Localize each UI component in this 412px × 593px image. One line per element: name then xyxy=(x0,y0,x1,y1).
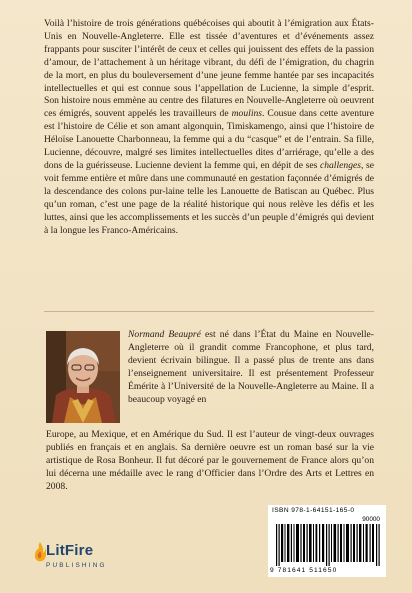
author-photo xyxy=(46,331,120,423)
publisher-name: LitFire xyxy=(46,542,94,559)
price-code: 90000 xyxy=(362,516,380,523)
synopsis-part-2: . Cousue dans cette aventure est l’histoire de Célie et son amant algonquin, Timiskamengo, ainsi que l’histoire de Héloïse Lanouette Charbonneau, la femme qui a du “casque” et de l’entrain. Sa fille, Lucienne, découvre, malgré ses limites intellectuelles dites d’arriérage, qu’elle a des dons de la guérisseuse. Lucienne devient la femme qui, en dépit de ses xyxy=(44,108,374,171)
author-bio-top-text: est né dans l’État du Maine en Nouvelle-Angleterre où il grandit comme Francophone, et plus tard, devient écrivain bilingue. Il a passé plus de trente ans dans l’enseignement universitaire. Il est présentement Professeur Émérite à l’Université de la Nouvelle-Angleterre au Maine. Il a beaucoup voyagé en xyxy=(128,329,374,405)
synopsis-text xyxy=(44,18,374,237)
author-bio-rest: Europe, au Mexique, et en Amérique du Sud. Il est l’auteur de vingt-deux ouvrages publiés en français et en anglais. Sa dernière oeuvre est un roman basé sur la vie artistique de Rosa Bonheur. Il fut décoré par le gouvernement de France alors qu’on lui décerna une médaille avec le rang d’Officier dans l’Ordre des Arts et Lettres en 2008. xyxy=(46,429,374,492)
publisher-logo xyxy=(34,540,107,580)
barcode-digits: 9 781641 511650 xyxy=(270,567,338,574)
publisher-subtitle: PUBLISHING xyxy=(46,562,107,569)
synopsis-italic-challenges: challenges xyxy=(319,159,361,171)
isbn-barcode xyxy=(268,505,386,577)
author-name: Normand Beaupré xyxy=(128,329,201,340)
synopsis-part-1: Voilà l’histoire de trois générations québécoises qui aboutit à l’émigration aux États-Unis en Nouvelle-Angleterre. Elle est tissée d’aventures et d’événements assez frappants pour susciter l’intérêt de ceux et celles qui jouissent des effets de la passion d’amour, de l’attachement à un héritage vibrant, du défi de l’émigration, du chagrin de la mort, en plus du bouleversement d’une jeune femme hantée par ses incapacités intellectuelles et qui est connue sous l’appellation de Lucienne, la simple d’esprit. Son histoire nous emmène au centre des filatures en Nouvelle-Angleterre où oeuvrent ces émigrés, souvent appelés les travailleurs de xyxy=(44,18,374,120)
synopsis-part-3: , se voit femme entière et mûre dans une communauté en gestation façonnée d’émigrés de la descendance des colons pur-laine telle les Lanouette de Batiscan au Québec. Plus qu’un roman, c’est une page de la réalité historique qui nous relève les défis et les luttes, ainsi que les accomplissements et les succès d’un peuple d’émigrés qui devient à la longue les Franco-Américains. xyxy=(44,159,374,236)
author-portrait-image xyxy=(46,331,120,423)
isbn-label: ISBN 978-1-64151-165-0 xyxy=(272,507,355,514)
synopsis-italic-moulins: moulins xyxy=(231,108,263,120)
barcode-bars xyxy=(274,524,382,566)
section-divider xyxy=(44,311,374,312)
author-bio-top xyxy=(128,329,374,406)
flame-icon xyxy=(34,542,46,562)
